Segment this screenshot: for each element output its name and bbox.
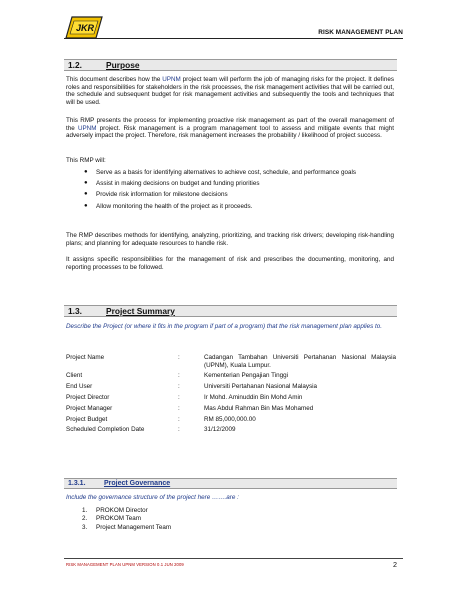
purpose-paragraph-1: [66, 76, 394, 106]
list-item: [84, 169, 394, 177]
row-value: Ir Mohd. Aminuddin Bin Mohd Amin: [204, 393, 303, 401]
purpose-paragraph-2: [66, 117, 394, 140]
bullet-icon: ●: [84, 180, 88, 187]
purpose-paragraph-5: It assigns specific responsibilities for the management of risk and prescribes the documenting, monitoring, and reporting processes to be followed.: [66, 256, 394, 271]
table-row: [66, 426, 396, 434]
header-title: RISK MANAGEMENT PLAN: [318, 29, 403, 36]
section-title: Purpose: [106, 60, 140, 70]
row-label: End User: [66, 383, 93, 391]
purpose-paragraph-4: The RMP describes methods for identifying, analyzing, prioritizing, and tracking risk drivers; developing risk-handling plans; and planning for adequate resources to handle risk.: [66, 232, 394, 247]
section-title: Project Governance: [104, 480, 171, 487]
table-row: [66, 354, 396, 369]
bullet-icon: ●: [84, 169, 88, 175]
list-item-text: Allow monitoring the health of the project as it proceeds.: [96, 202, 253, 210]
bullet-icon: ●: [84, 191, 88, 198]
purpose-bullet-list: [84, 169, 394, 214]
section-number: 1.2.: [68, 60, 82, 70]
row-separator: :: [178, 404, 180, 412]
table-row: [66, 405, 396, 413]
text-run: project team will perform the job of managing risks for the project. It defines roles and responsibilities for stakeholders in the risk processes, the risk management activities that will be carried out, the schedule and subsequent budget for risk management activities and subsequently the tools and techniques that will be used.: [66, 76, 394, 106]
list-item: [82, 515, 171, 523]
row-separator: :: [178, 372, 180, 380]
row-label: Project Budget: [66, 415, 108, 423]
row-label: Project Manager: [66, 404, 113, 412]
row-label: Client: [66, 372, 83, 380]
row-separator: :: [178, 415, 180, 423]
list-item: [84, 180, 394, 188]
row-value: Kementerian Pengajian Tinggi: [204, 372, 289, 380]
row-separator: :: [178, 354, 180, 361]
logo-text: JKR: [75, 23, 95, 33]
project-summary-table: [66, 354, 396, 437]
purpose-paragraph-3: This RMP will:: [66, 157, 106, 164]
section-heading-project-summary: [64, 305, 397, 317]
list-item-text: Provide risk information for milestone decisions: [96, 191, 228, 199]
governance-list: [82, 507, 171, 532]
list-item: [82, 507, 171, 515]
row-separator: :: [178, 426, 180, 434]
row-value: Universiti Pertahanan Nasional Malaysia: [204, 383, 318, 391]
section-number: 1.3.1.: [68, 480, 86, 487]
section-heading-project-governance: [64, 478, 397, 489]
list-item-text: PROKOM Director: [96, 507, 148, 514]
list-item-text: Assist in making decisions on budget and funding priorities: [96, 180, 260, 188]
list-item: [84, 191, 394, 199]
footer-divider: [64, 558, 403, 559]
list-item: [84, 203, 394, 211]
row-value: Cadangan Tambahan Universiti Pertahanan Nasional Malaysia (UPNM), Kuala Lumpur.: [204, 354, 396, 369]
text-run: This RMP presents the process for implementing proactive risk management as part of the overall management of the: [66, 117, 394, 132]
list-number: 1.: [82, 507, 88, 514]
page-number: 2: [393, 560, 397, 569]
highlight-text: UPNM: [77, 124, 97, 132]
table-row: [66, 416, 396, 424]
table-row: [66, 372, 396, 380]
bullet-icon: ●: [84, 202, 88, 209]
list-number: 3.: [82, 523, 88, 531]
section-number: 1.3.: [68, 306, 82, 316]
row-separator: :: [178, 393, 180, 401]
jkr-logo: [64, 14, 104, 40]
row-label: Project Name: [66, 354, 105, 361]
text-run: project. Risk management is a program management tool to assess and mitigate events that might adversely impact the project. Therefore, risk management increases the probability / likelihood of project success.: [66, 124, 394, 140]
row-value: Mas Abdul Rahman Bin Mas Mohamed: [204, 404, 314, 412]
governance-instruction: Include the governance structure of the project here …….are :: [66, 494, 239, 501]
header-divider: [64, 38, 403, 39]
row-value: 31/12/2009: [204, 426, 236, 434]
list-item: [82, 524, 171, 532]
list-item-text: Project Management Team: [96, 523, 172, 531]
list-number: 2.: [82, 515, 88, 523]
row-label: Project Director: [66, 393, 110, 401]
table-row: [66, 394, 396, 402]
row-label: Scheduled Completion Date: [66, 426, 145, 434]
highlight-text: UPNM: [162, 76, 181, 83]
list-item-text: Serve as a basis for identifying alternatives to achieve cost, schedule, and performance goals: [96, 169, 357, 176]
table-row: [66, 383, 396, 391]
list-item-text: PROKOM Team: [96, 515, 142, 523]
summary-instruction: Describe the Project (or where it fits in the program if part of a program) that the risk management plan applies to.: [66, 323, 383, 330]
row-value: RM 85,000,000.00: [204, 415, 256, 423]
section-title: Project Summary: [106, 306, 175, 316]
section-heading-purpose: [64, 59, 397, 71]
footer-text: RISK MANAGEMENT PLAN UPNM VERSION 0.1 JUN 2009: [66, 562, 184, 567]
row-separator: :: [178, 383, 180, 391]
text-run: This document describes how the: [66, 76, 163, 83]
